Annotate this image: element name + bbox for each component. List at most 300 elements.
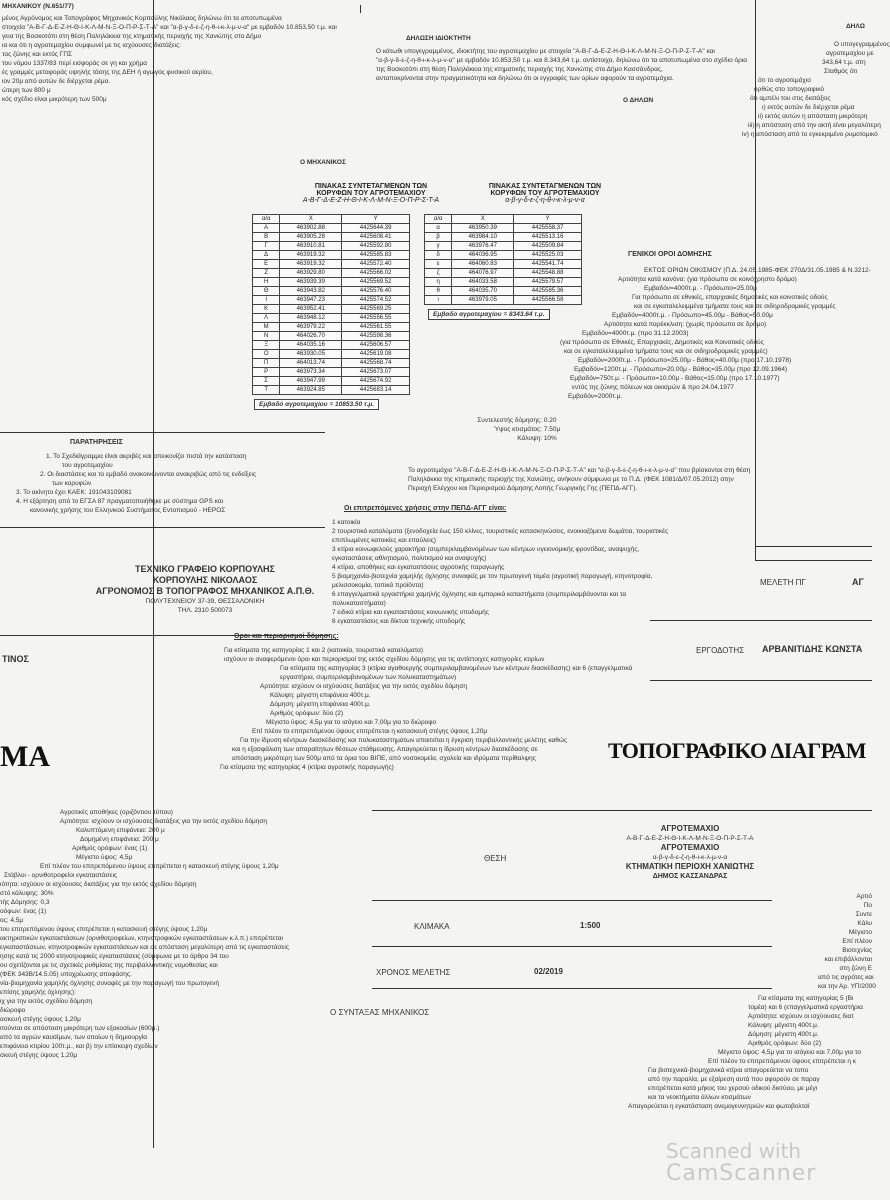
coordinate-table-1-title bbox=[296, 183, 446, 204]
use-line: πολυκαταστήματα) bbox=[332, 600, 386, 607]
table-cell: 4425568.74 bbox=[342, 359, 410, 368]
table-row bbox=[253, 368, 410, 377]
table-cell: 463979.22 bbox=[280, 323, 342, 332]
table-row bbox=[253, 242, 410, 251]
table-cell: 463950.39 bbox=[452, 224, 514, 233]
table-cell: Ο bbox=[253, 350, 280, 359]
table-cell: 464026.70 bbox=[280, 332, 342, 341]
table-cell: 4425585.36 bbox=[514, 287, 582, 296]
term-line: Επί πλέον το επιτρεπόμενου ύψους επιτρέπεται η κ bbox=[708, 1058, 857, 1065]
title-block-rule-5 bbox=[372, 810, 872, 811]
use-line: 2 τουριστικά καταλύματα (ξενοδοχεία έως 150 κλίνες, τουριστικές κατασκηνώσεις, ενοικιαζόμενα δωμάτια, τουριστικές bbox=[332, 528, 669, 535]
coefficient-row bbox=[454, 425, 560, 434]
table-title-line: ΠΙΝΑΚΑΣ ΣΥΝΤΕΤΑΓΜΕΝΩΝ ΤΩΝ bbox=[488, 183, 602, 190]
remarks-title: ΠΑΡΑΤΗΡΗΣΕΙΣ bbox=[70, 439, 123, 446]
term-line: Μέγιστο ύψος: 4,5μ bbox=[76, 854, 133, 861]
table-cell: ι bbox=[425, 296, 452, 305]
table-cell: Γ bbox=[253, 242, 280, 251]
term-line: Αρτιότητα: ισχύουν οι ισχύουσες διατ bbox=[748, 1013, 854, 1020]
declaration-line: ές γραμμές μεταφοράς υψηλής τάσης της ΔΕΗ ή αγωγός φυσικού αερίου, bbox=[2, 69, 213, 76]
declaration-line: της Βοσκοτόπι στη θέση Παληλάκκια της κτηματικής περιοχής της Χανιώτης στο Δήμο Κασσάνδρας, bbox=[376, 66, 663, 73]
title-block-rule-6 bbox=[372, 900, 772, 901]
term-line: ισχύουν οι αναφερόμενοι όροι και περιορισμοί της εκτός σχεδίου δόμησης για τις αντίστοιχες κατηγορίες κτιρίων bbox=[224, 656, 545, 663]
note-line: Το αγροτεμάχιο "Α-Β-Γ-Δ-Ε-Ζ-Η-Θ-Ι-Κ-Λ-Μ-Ν-Ξ-Ο-Π-Ρ-Σ-Τ-Α" και "α-β-γ-δ-ε-ζ-η-θ-ι-κ-λ-μ-ν-α" που βρίσκονται στη θέση bbox=[408, 467, 751, 474]
term-line: εγκαταστάσεων, κτηνοτροφικών εγκαταστάσεων και σε απόσταση μεγαλύτερη από τις εγκαταστάσεις bbox=[0, 944, 290, 951]
term-line: Για κτίσματα της κατηγορίας 5 (Βι bbox=[758, 995, 854, 1002]
term-line: και σε εγκαταλελειμμένα τμήματα τους και σε σιδηροδρομικές γραμμές bbox=[634, 303, 836, 310]
table-cell: Δ bbox=[253, 251, 280, 260]
table-row bbox=[253, 251, 410, 260]
table-cell: Λ bbox=[253, 314, 280, 323]
declaration-line: Ο υπογεγραμμένος bbox=[834, 41, 890, 48]
table-title-line: ΠΙΝΑΚΑΣ ΣΥΝΤΕΤΑΓΜΕΝΩΝ ΤΩΝ bbox=[314, 183, 428, 190]
fragment-line: και την Αρ. ΥΠ/2000 bbox=[818, 983, 876, 990]
term-line: Μέγιστο ύψος: 4,5μ για το ισόγειο και 7,00μ για το διώροφο bbox=[266, 719, 437, 726]
table-cell: α bbox=[425, 224, 452, 233]
table-cell: 4425572.40 bbox=[342, 260, 410, 269]
note-line: Παληλάκκια της κτηματικής περιοχής της Χανιώτης, ανήκουν σύμφωνα με το Π.Δ. (ΦΕΚ 1081/Δ/07.05.2012) στην bbox=[408, 476, 734, 483]
declaration-line: ια και ότι η αγροτεμαχίου συμφωνεί με τις ισχύουσες διατάξεις: bbox=[2, 42, 182, 49]
location-line: ΚΤΗΜΑΤΙΚΗ ΠΕΡΙΟΧΗ ΧΑΝΙΩΤΗΣ bbox=[625, 862, 755, 871]
term-line: διώροφο bbox=[0, 1007, 26, 1014]
fragment-line: Συντε bbox=[855, 911, 872, 918]
table-header-cell: Χ bbox=[280, 215, 342, 224]
table-cell: Ξ bbox=[253, 341, 280, 350]
title-block-rule-2 bbox=[755, 560, 872, 561]
table-cell: Ι bbox=[253, 296, 280, 305]
remark-line: 3. Το ακίνητο έχει ΚΑΕΚ: 191043109081 bbox=[16, 489, 132, 496]
use-line: 7 ειδικά κτίρια και εγκαταστάσεις κοινωνικής υποδομής bbox=[332, 609, 489, 616]
table-cell: 4425592.80 bbox=[342, 242, 410, 251]
table-cell: 463976.47 bbox=[452, 242, 514, 251]
table-cell: 464013.74 bbox=[280, 359, 342, 368]
table-row bbox=[253, 287, 410, 296]
office-line: ΤΗΛ. 2310 500073 bbox=[177, 607, 233, 614]
table-row bbox=[253, 305, 410, 314]
building-terms-block bbox=[180, 646, 633, 772]
term-line: Επί πλέον το επιτρεπόμενου ύψους επιτρέπεται η κατασκευή στέγης ύψους 1,20μ bbox=[252, 728, 488, 735]
table-cell: 463939.39 bbox=[280, 278, 342, 287]
term-line: Στάβλοι - ορνιθοτροφείοι εγκαταστάσεις bbox=[4, 872, 118, 879]
fragment-line: Μέγιστο bbox=[848, 929, 872, 936]
table-row bbox=[253, 233, 410, 242]
table-row bbox=[425, 242, 582, 251]
right-header-title: ΔΗΛΩ bbox=[846, 23, 865, 30]
table-title-line: ΚΟΡΥΦΩΝ ΤΟΥ ΑΓΡΟΤΕΜΑΧΙΟΥ bbox=[316, 190, 426, 197]
table-cell: 464035.16 bbox=[280, 341, 342, 350]
permitted-uses-title: Οι επιτρεπόμενες χρήσεις στην ΠΕΠΔ-ΑΓΓ είναι: bbox=[344, 505, 507, 512]
table-cell: Π bbox=[253, 359, 280, 368]
term-line: (ΦΕΚ 343Β/14.5.05) υποχρέωσης αποφάσης. bbox=[0, 971, 132, 978]
table-row bbox=[253, 314, 410, 323]
table-row bbox=[253, 332, 410, 341]
table-row bbox=[253, 377, 410, 386]
table-cell: 464033.58 bbox=[452, 278, 514, 287]
table-cell: 464036.95 bbox=[452, 251, 514, 260]
coefficient-row bbox=[454, 416, 560, 425]
table-cell: Ε bbox=[253, 260, 280, 269]
use-line: εγκαταστάσεις αθλητισμού, πολιτισμού και αναψυχής) bbox=[332, 555, 487, 562]
table-row bbox=[425, 233, 582, 242]
term-line: Αρτιότητα: ισχύουν οι ισχύουσες διατάξεις για την εκτός σχεδίου δόμηση bbox=[60, 818, 268, 825]
table-cell: 463947.23 bbox=[280, 296, 342, 305]
term-line: από τα αγρών καυσίμων, των οποίων η δημιουργία bbox=[0, 1034, 148, 1041]
table-cell: 4425556.55 bbox=[342, 314, 410, 323]
table-header-cell: Χ bbox=[452, 215, 514, 224]
term-line: ος: 4,5μ bbox=[0, 917, 24, 924]
table-cell: 463930.05 bbox=[280, 350, 342, 359]
term-line: Για κτίσματα της κατηγορίας 1 και 2 (κατοικία, τουριστικά καταλύματα) bbox=[224, 647, 424, 654]
term-line: ασκευή στέγης ύψους 1,20μ bbox=[0, 1016, 81, 1023]
remarks-top-rule bbox=[0, 432, 325, 433]
area-label-1: Εμβαδό αγροτεμαχίου = 10853.50 τ.μ. bbox=[254, 399, 379, 410]
table-row bbox=[425, 287, 582, 296]
declaration-line: ότι αμπέλι του στις διατάξεις bbox=[750, 95, 831, 102]
term-line: Κάλυψη: μέγιστη 400τ.μ. bbox=[748, 1022, 819, 1029]
table-cell: 4425566.58 bbox=[514, 296, 582, 305]
table-cell: 4425509.84 bbox=[514, 242, 582, 251]
fragment-line: και επιβάλλονται bbox=[824, 956, 872, 963]
use-line: 3 κτίρια κοινωφελούς χαρακτήρα (συμπεριλαμβανομένων των κέντρων υγειονομικής φροντίδας, αναψυχής, bbox=[332, 546, 640, 553]
table-cell: 4425513.16 bbox=[514, 233, 582, 242]
permitted-uses-list bbox=[332, 518, 752, 626]
fragment-line: Πο bbox=[863, 902, 872, 909]
table-cell: ε bbox=[425, 260, 452, 269]
declaration-line: ότι το αγροτεμάχιο bbox=[758, 77, 811, 84]
term-line: Μέγιστο ύψος: 4,5μ για το ισόγειο και 7,00μ για το bbox=[718, 1049, 862, 1056]
term-line: απόσταση μικρότερη των 500μ από τα όρια του ΒΙΠΕ, από νοσοκομεία, σχολεία και ιδρύματα περίθαλψης bbox=[232, 755, 536, 762]
building-coefficients bbox=[454, 416, 560, 443]
mid-rule-top bbox=[360, 5, 361, 13]
term-line: ακτηριστικών εγκαταστάσεων (ορνιθοτροφείων, κτηνοτροφικών εγκαταστάσεων κ.λ.π.) επιτρέπεται bbox=[0, 935, 283, 942]
term-line: επιτρέπεται κατά μήκος του χερσού οδικού δικτύου, με μέγι bbox=[648, 1085, 818, 1092]
table-cell: 463948.12 bbox=[280, 314, 342, 323]
declaration-line: "α-β-γ-δ-ε-ζ-η-θ-ι-κ-λ-μ-ν-α" με εμβαδόν 10.853,50 τ.μ. και 8.343,64 τ.μ. αντίστοιχα, δηλώνω ότι τα αποτυπωμένα στο σχέδιο όρια bbox=[376, 57, 748, 64]
term-line: Αγροτικές αποθήκες (οριζόντιου τύπου) bbox=[60, 809, 173, 816]
coefficient-row bbox=[454, 434, 560, 443]
table-cell: ζ bbox=[425, 269, 452, 278]
table-header-cell: Υ bbox=[514, 215, 582, 224]
left-header-title: ΜΗΧΑΝΙΚΟΥ (Ν.651/77) bbox=[2, 3, 74, 10]
coordinate-table-2-title bbox=[470, 183, 620, 204]
table-cell: 464035.70 bbox=[452, 287, 514, 296]
location-line: α-β-γ-δ-ε-ζ-η-θ-ι-κ-λ-μ-ν-α bbox=[652, 854, 728, 861]
term-line: (για πρόσωπο σε Εθνικές, Επαρχιακές, Δημοτικές και Κοινοτικές οδούς bbox=[560, 339, 764, 346]
table-cell: Ρ bbox=[253, 368, 280, 377]
title-block-rule-1 bbox=[755, 546, 872, 547]
watermark-line: Scanned with bbox=[666, 1139, 802, 1163]
term-line: Εμβαδόν=2000τ.μ. bbox=[568, 393, 623, 400]
coefficient-value: 0.20 bbox=[543, 417, 557, 424]
client-name: ΑΡΒΑΝΙΤΙΔΗΣ ΚΩΝΣΤΑ bbox=[762, 644, 863, 654]
fragment-line: Επί πλέον bbox=[842, 938, 872, 945]
location-line: Α-Β-Γ-Δ-Ε-Ζ-Η-Θ-Ι-Κ-Λ-Μ-Ν-Ξ-Ο-Π-Ρ-Σ-Τ-Α bbox=[626, 835, 754, 842]
table-row bbox=[253, 278, 410, 287]
center-declaration bbox=[376, 47, 756, 83]
table-title-line: Α-Β-Γ-Δ-Ε-Ζ-Η-Θ-Ι-Κ-Λ-Μ-Ν-Ξ-Ο-Π-Ρ-Σ-Τ-Α bbox=[302, 197, 440, 204]
table-header-row bbox=[253, 215, 410, 224]
term-line: οόφων: ένας (1) bbox=[0, 908, 47, 915]
table-cell: 4425674.92 bbox=[342, 377, 410, 386]
term-line: Δόμηση: μέγιστη επιφάνεια 400τ.μ. bbox=[270, 701, 371, 708]
table-row bbox=[253, 260, 410, 269]
client-label: ΕΡΓΟΔΟΤΗΣ bbox=[696, 646, 745, 655]
declaration-line: αγροτεμαχίου με bbox=[826, 50, 874, 57]
study-label: ΜΕΛΕΤΗ ΠΓ bbox=[760, 578, 806, 587]
general-terms-block bbox=[604, 266, 872, 329]
zoning-notes bbox=[408, 466, 758, 493]
scale-label: ΚΛΙΜΑΚΑ bbox=[414, 922, 450, 931]
table-cell: 463902.88 bbox=[280, 224, 342, 233]
term-line: ησης κατά τις 2000 κτηνοτροφικές εγκαταστάσεις (σύμφωνα με το άρθρο 34 του bbox=[0, 953, 229, 960]
date-value: 02/2019 bbox=[534, 967, 563, 976]
declaration-line: γεια της Βοσκοτόπι στη θέση Παληλάκκια της κτηματικής περιοχής της Χανιώτης στο Δήμο bbox=[2, 33, 262, 40]
declaration-line: κός σχέδιο είναι μικρότερη των 500μ bbox=[2, 96, 107, 103]
table-row bbox=[425, 278, 582, 287]
general-terms-title: ΓΕΝΙΚΟΙ ΟΡΟΙ ΔΟΜΗΣΗΣ bbox=[628, 251, 712, 258]
term-line: επίσης χαμηλής όχλησης): bbox=[0, 989, 76, 996]
fragment-line: από τις αγρότες και bbox=[818, 974, 874, 981]
remark-line: 4. Η εξάρτηση από το ΕΓΣΑ 87 πραγματοποιήθηκε με σύστημα GPS και bbox=[16, 498, 224, 505]
right-bottom-terms bbox=[598, 994, 872, 1111]
office-line: ΑΓΡΟΝΟΜΟΣ Β ΤΟΠΟΓΡΑΦΟΣ ΜΗΧΑΝΙΚΟΣ Α.Π.Θ. bbox=[95, 586, 315, 596]
table-row bbox=[253, 386, 410, 395]
table-cell: 463924.85 bbox=[280, 386, 342, 395]
table-cell: 464060.83 bbox=[452, 260, 514, 269]
title-block-rule-8 bbox=[372, 988, 772, 989]
table-cell: 463929.80 bbox=[280, 269, 342, 278]
table-cell: η bbox=[425, 278, 452, 287]
use-line: 4 κτίρια, αποθήκες και εγκαταστάσεις αγροτικής παραγωγής bbox=[332, 564, 505, 571]
table-cell: 463973.34 bbox=[280, 368, 342, 377]
declaration-line: μένος Αγρόνομος και Τοπογράφος Μηχανικός Κορπούλης Νικόλαος δηλώνω ότι τα αποτυπωμένα bbox=[2, 15, 282, 22]
table-row bbox=[253, 341, 410, 350]
declaration-line: του νόμου 1337/83 περί εισφοράς σε γη και χρήμα bbox=[2, 60, 148, 67]
bottom-left-terms bbox=[0, 808, 340, 1060]
remark-line: κανονικής χρήσης του Ελληνικού Συστήματος Εντοπισμού - ΗΕΡΟΣ bbox=[30, 507, 226, 514]
declaration-line: τος ζώνης και εκτός ΓΠΣ bbox=[2, 51, 73, 58]
center-signature-label: Ο ΔΗΛΩΝ bbox=[623, 97, 654, 104]
table-cell: Η bbox=[253, 278, 280, 287]
term-line: Για βιοτεχνικά-βιομηχανικά κτίρια απαγορεύεται να τοπο bbox=[648, 1067, 809, 1074]
remark-line: των κορυφών bbox=[52, 480, 92, 487]
building-terms-title: Οροι και περιορισμοί δόμησης: bbox=[234, 633, 339, 640]
term-line: ιτούνται σε απόσταση μικρότερη των εξακοσίων (600μ.) bbox=[0, 1025, 160, 1032]
table-cell: 4425548.88 bbox=[514, 269, 582, 278]
table-cell: 4425561.55 bbox=[342, 323, 410, 332]
term-line: και η εξασφάλιση των απαραίτητων θέσεων στάθμευσης. Απαγορεύεται η ίδρυση κέντρων διασκέδασης σε bbox=[232, 746, 538, 753]
table-row bbox=[253, 350, 410, 359]
term-line: Εμβαδόν=2000τ.μ. - Πρόσωπο=25.00μ - Βάθος=40.00μ (προ 17.10.1978) bbox=[578, 357, 792, 364]
table-cell: γ bbox=[425, 242, 452, 251]
table-cell: 4425579.57 bbox=[514, 278, 582, 287]
table-cell: Κ bbox=[253, 305, 280, 314]
title-block-rule-7 bbox=[372, 946, 772, 947]
term-line: και σε εγκαταλελειμμένα τμήματα τους και σε σιδηροδρομικές γραμμές) bbox=[564, 348, 768, 355]
term-line: Αριθμός ορόφων: ένας (1) bbox=[72, 845, 148, 852]
table-row bbox=[253, 296, 410, 305]
table-cell: 463919.32 bbox=[280, 251, 342, 260]
center-header-title: ΔΗΛΩΣΗ ΙΔΙΟΚΤΗΤΗ bbox=[406, 35, 471, 42]
left-declaration bbox=[2, 14, 354, 104]
term-line: Εμβαδόν=750τ.μ. - Πρόσωπο=10.00μ - Βάθος=15.00μ (προ 17.10.1977) bbox=[570, 375, 780, 382]
area-label-2: Εμβαδό αγροτεμαχίου = 8343.64 τ.μ. bbox=[428, 309, 550, 320]
general-terms-block-2 bbox=[560, 329, 872, 401]
table-cell: 463979.05 bbox=[452, 296, 514, 305]
table-header-row bbox=[425, 215, 582, 224]
office-line: ΚΟΡΠΟΥΛΗΣ ΝΙΚΟΛΑΟΣ bbox=[152, 575, 258, 585]
declaration-line: στοιχεία "Α-Β-Γ-Δ-Ε-Ζ-Η-Θ-Ι-Κ-Λ-Μ-Ν-Ξ-Ο-Π-Ρ-Σ-Τ-Α" και "α-β-γ-δ-ε-ζ-η-θ-ι-κ-λ-μ-ν-α" με εμβαδόν 10.853,50 τ.μ. και bbox=[2, 24, 337, 31]
scanner-watermark bbox=[666, 1140, 866, 1196]
table-cell: 4425585.83 bbox=[342, 251, 410, 260]
coefficient-label: Ύψος κτισμάτος: bbox=[493, 426, 542, 433]
declaration-line: iii) η απόσταση από την ακτή είναι μεγαλύτερη bbox=[748, 122, 881, 129]
declaration-line: Σταθμός ότι bbox=[824, 68, 858, 75]
table-cell: 4425606.57 bbox=[342, 341, 410, 350]
table-cell: 463943.82 bbox=[280, 287, 342, 296]
fragment-line: Αρτιό bbox=[856, 893, 872, 900]
term-line: Για κτίσματα της κατηγορίας 3 (κτίρια αγαθοεργής συμπεριλαμβανομένων των κέντρων διασκέδασης) και 6 (επαγγελματικά bbox=[280, 665, 633, 672]
table-cell: 463952.41 bbox=[280, 305, 342, 314]
table-cell: 4425566.02 bbox=[342, 269, 410, 278]
table-cell: 4425541.74 bbox=[514, 260, 582, 269]
table-cell: 463905.28 bbox=[280, 233, 342, 242]
table-title-line: ΚΟΡΥΦΩΝ ΤΟΥ ΑΓΡΟΤΕΜΑΧΙΟΥ bbox=[490, 190, 600, 197]
term-line: στό κάλυψης: 30% bbox=[0, 890, 54, 897]
remark-line: 2. Οι διαστάσεις και το εμβαδό ανακοινώνονται ανακριβώς από τις ενδείξεις bbox=[40, 471, 257, 478]
term-line: σκευή στέγης ύψους 1,20μ bbox=[0, 1052, 78, 1059]
table-cell: Ζ bbox=[253, 269, 280, 278]
location-block bbox=[600, 824, 780, 881]
table-header-cell: α/α bbox=[425, 215, 452, 224]
remarks-bottom-rule bbox=[0, 527, 325, 528]
table-cell: Θ bbox=[253, 287, 280, 296]
coordinate-table-2 bbox=[424, 214, 582, 305]
term-line: Εμβαδόν=4000τ.μ. (προ 31.12.2003) bbox=[582, 330, 689, 337]
fragment-line: στη ζώνη Ε bbox=[839, 965, 872, 972]
left-fragment-2: ΜΑ bbox=[0, 740, 50, 773]
note-line: Περιοχή Ελέγχου και Περιορισμού Δόμησης Λοπής Γεωργικής Γης (ΠΕΠΔ-ΑΓΓ). bbox=[408, 485, 638, 492]
table-cell: 4425619.08 bbox=[342, 350, 410, 359]
table-cell: 4425569.25 bbox=[342, 305, 410, 314]
table-row bbox=[425, 296, 582, 305]
scale-value: 1:500 bbox=[580, 921, 601, 930]
table-cell: 4425598.36 bbox=[342, 332, 410, 341]
term-line: Αρτιότητα κατά κανόνα: (για πρόσωπο σε κοινόχρηστο δρόμο) bbox=[618, 276, 797, 283]
term-line: ΕΚΤΟΣ ΟΡΙΩΝ ΟΙΚΙΣΜΟΥ (Π.Δ. 24.05.1985-ΦΕΚ 270Δ/31.05.1985 & Ν.3212- bbox=[644, 267, 871, 274]
term-line: Για πρόσωπο σε εθνικές, επαρχιακές δημοτικές και κοινοτικές οδούς bbox=[632, 294, 828, 301]
term-line: του επιτρεπόμενου ύψους επιτρέπεται η κατασκευή στέγης ύψους 1,20μ bbox=[0, 926, 208, 933]
table-row bbox=[425, 251, 582, 260]
use-line: 1 κατοικία bbox=[332, 519, 361, 526]
office-line: ΤΕΧΝΙΚΟ ΓΡΑΦΕΙΟ ΚΟΡΠΟΥΛΗΣ bbox=[135, 564, 275, 574]
term-line: επιφάνεια κτιρίου 100τ.μ., και β) την επίσκεψη σχεδίων bbox=[0, 1043, 158, 1050]
table-cell: Τ bbox=[253, 386, 280, 395]
use-line: επιπλωμένες κατοικίες και επαύλεις) bbox=[332, 537, 436, 544]
use-line: 6 επαγγελματικά εργαστήρια χαμηλής όχλησης και εμπορικά καταστήματα (συμπεριλαμβάνονται και τα bbox=[332, 591, 627, 598]
remark-line: 1. Το Σχεδιάγραμμα είναι ακριβές και απεικονίζει πιστά την κατάσταση bbox=[46, 453, 247, 460]
table-cell: 463984.10 bbox=[452, 233, 514, 242]
coefficient-label: Κάλυψη: bbox=[517, 435, 542, 442]
table-cell: Σ bbox=[253, 377, 280, 386]
table-cell: 4425525.03 bbox=[514, 251, 582, 260]
declaration-line: ι) εκτός αυτών δε διέρχεται ρέμα bbox=[762, 104, 855, 111]
engineer-label: Ο ΣΥΝΤΑΞΑΣ ΜΗΧΑΝΙΚΟΣ bbox=[330, 1008, 430, 1017]
use-line: μελισσοκομία, τοπικά προϊόντα) bbox=[332, 582, 424, 589]
remarks-block bbox=[6, 452, 306, 515]
table-cell: β bbox=[425, 233, 452, 242]
term-line: τομέα) και 6 (επαγγελματικά εργαστήρια bbox=[748, 1004, 863, 1011]
term-line: Για την ίδρυση κέντρων διασκέδασης και πολυκαταστημάτων απαιτείται η έγκριση περιβαλλοντικής μελέτης καθώς bbox=[240, 737, 568, 744]
watermark-line: CamScanner bbox=[666, 1161, 817, 1186]
table-cell: 463910.81 bbox=[280, 242, 342, 251]
location-line: ΑΓΡΟΤΕΜΑΧΙΟ bbox=[660, 824, 720, 833]
office-line: ΠΟΛΥΤΕΧΝΕΙΟΥ 37-39, ΘΕΣΣΑΛΟΝΙΚΗ bbox=[145, 598, 265, 605]
term-line: Δομημένη επιφάνεια: 200 μ bbox=[80, 836, 159, 843]
term-line: Κάλυψη: μέγιστη επιφάνεια 400τ.μ. bbox=[270, 692, 371, 699]
declaration-line: ορθώς στο τοπογραφικό bbox=[754, 86, 825, 93]
title-block-rule-3 bbox=[650, 620, 872, 621]
study-right-fragment: ΑΓ bbox=[852, 577, 864, 587]
left-signature-label: Ο ΜΗΧΑΝΙΚΟΣ bbox=[300, 159, 346, 166]
declaration-line: ιον 20μ από αυτών δε διέρχεται ρέμα. bbox=[2, 78, 111, 85]
coefficient-value: 10% bbox=[543, 435, 557, 442]
table-cell: Μ bbox=[253, 323, 280, 332]
coordinate-table-1 bbox=[252, 214, 410, 395]
table-header-cell: α/α bbox=[253, 215, 280, 224]
table-row bbox=[425, 224, 582, 233]
table-cell: 4425558.37 bbox=[514, 224, 582, 233]
date-label: ΧΡΟΝΟΣ ΜΕΛΕΤΗΣ bbox=[376, 968, 451, 977]
coefficient-label: Συντελεστής δόμησης: bbox=[477, 417, 542, 424]
table-header-cell: Υ bbox=[342, 215, 410, 224]
table-cell: 4425574.52 bbox=[342, 296, 410, 305]
use-line: 8 εγκαταστάσεις και δίκτυα τεχνικής υποδομής bbox=[332, 618, 466, 625]
table-cell: 464076.97 bbox=[452, 269, 514, 278]
term-line: Εμβαδόν=4000τ.μ. - Πρόσωπο=45.00μ - Βάθος=50.00μ bbox=[612, 312, 773, 319]
table-row bbox=[253, 269, 410, 278]
office-block bbox=[0, 564, 330, 615]
location-label: ΘΕΣΗ bbox=[484, 854, 507, 863]
term-line: ου σχετίζονται με τις σχετικές ρυθμίσεις της περιβαλλοντικής νομοθεσίας και bbox=[0, 962, 218, 969]
declaration-line: iv) η απόσταση από το εγκεκριμένο ρυμοτομικό bbox=[742, 131, 878, 138]
fragment-line: Βιοτεχνίας bbox=[842, 947, 872, 954]
term-line: Αρτιότητα: ισχύουν οι ισχύουσες διατάξεις για την εκτός σχεδίου δόμηση bbox=[260, 683, 468, 690]
term-line: ιχ για την εκτός σχεδίου δόμηση bbox=[0, 998, 93, 1005]
left-fragment-1: ΤΙΝΟΣ bbox=[2, 654, 29, 664]
declaration-line: ανταποκρίνονται στην πραγματικότητα και δηλώνω ότι οι εγγραφές των ορίων αφορούν τα αγροτεμάχια. bbox=[376, 75, 674, 82]
table-cell: 4425673.07 bbox=[342, 368, 410, 377]
table-cell: 463919.32 bbox=[280, 260, 342, 269]
location-line: ΑΓΡΟΤΕΜΑΧΙΟ bbox=[660, 843, 720, 852]
term-line: Δόμηση: μέγιστη 400τ.μ. bbox=[748, 1031, 819, 1038]
table-cell: 463947.99 bbox=[280, 377, 342, 386]
table-row bbox=[253, 323, 410, 332]
term-line: εντός της ζώνης πόλεων και οικισμών & προ 24.04.1977 bbox=[572, 384, 735, 391]
term-line: από την παραλία, με εξαίρεση αυτά που αφορούν σε παραγ bbox=[648, 1076, 820, 1083]
term-line: και τα νεοκτήματα άλλων κτισμάτων bbox=[648, 1094, 751, 1101]
term-line: Εμβαδόν=4000τ.μ. - Πρόσωπο=25.00μ bbox=[644, 285, 757, 292]
term-line: Για κτίσματα της κατηγορίας 4 (κτίρια αγροτικής παραγωγής) bbox=[220, 764, 394, 771]
term-line: νία-βιομηχανία χαμηλής όχλησης συναφές με την παραγωγή του πρωτογενή bbox=[0, 980, 220, 987]
table-cell: δ bbox=[425, 251, 452, 260]
term-line: ιότητα: ισχύουν οι ισχύουσες διατάξεις για την εκτός σχεδίου δόμηση bbox=[0, 881, 197, 888]
declaration-line: 343,64 τ.μ. στη bbox=[822, 59, 866, 66]
table-cell: 4425644.39 bbox=[342, 224, 410, 233]
coefficient-value: 7.50μ bbox=[543, 426, 561, 433]
term-line: Καλυπτόμενη επιφάνεια: 200 μ bbox=[76, 827, 165, 834]
fragment-line: Κάλυ bbox=[857, 920, 872, 927]
